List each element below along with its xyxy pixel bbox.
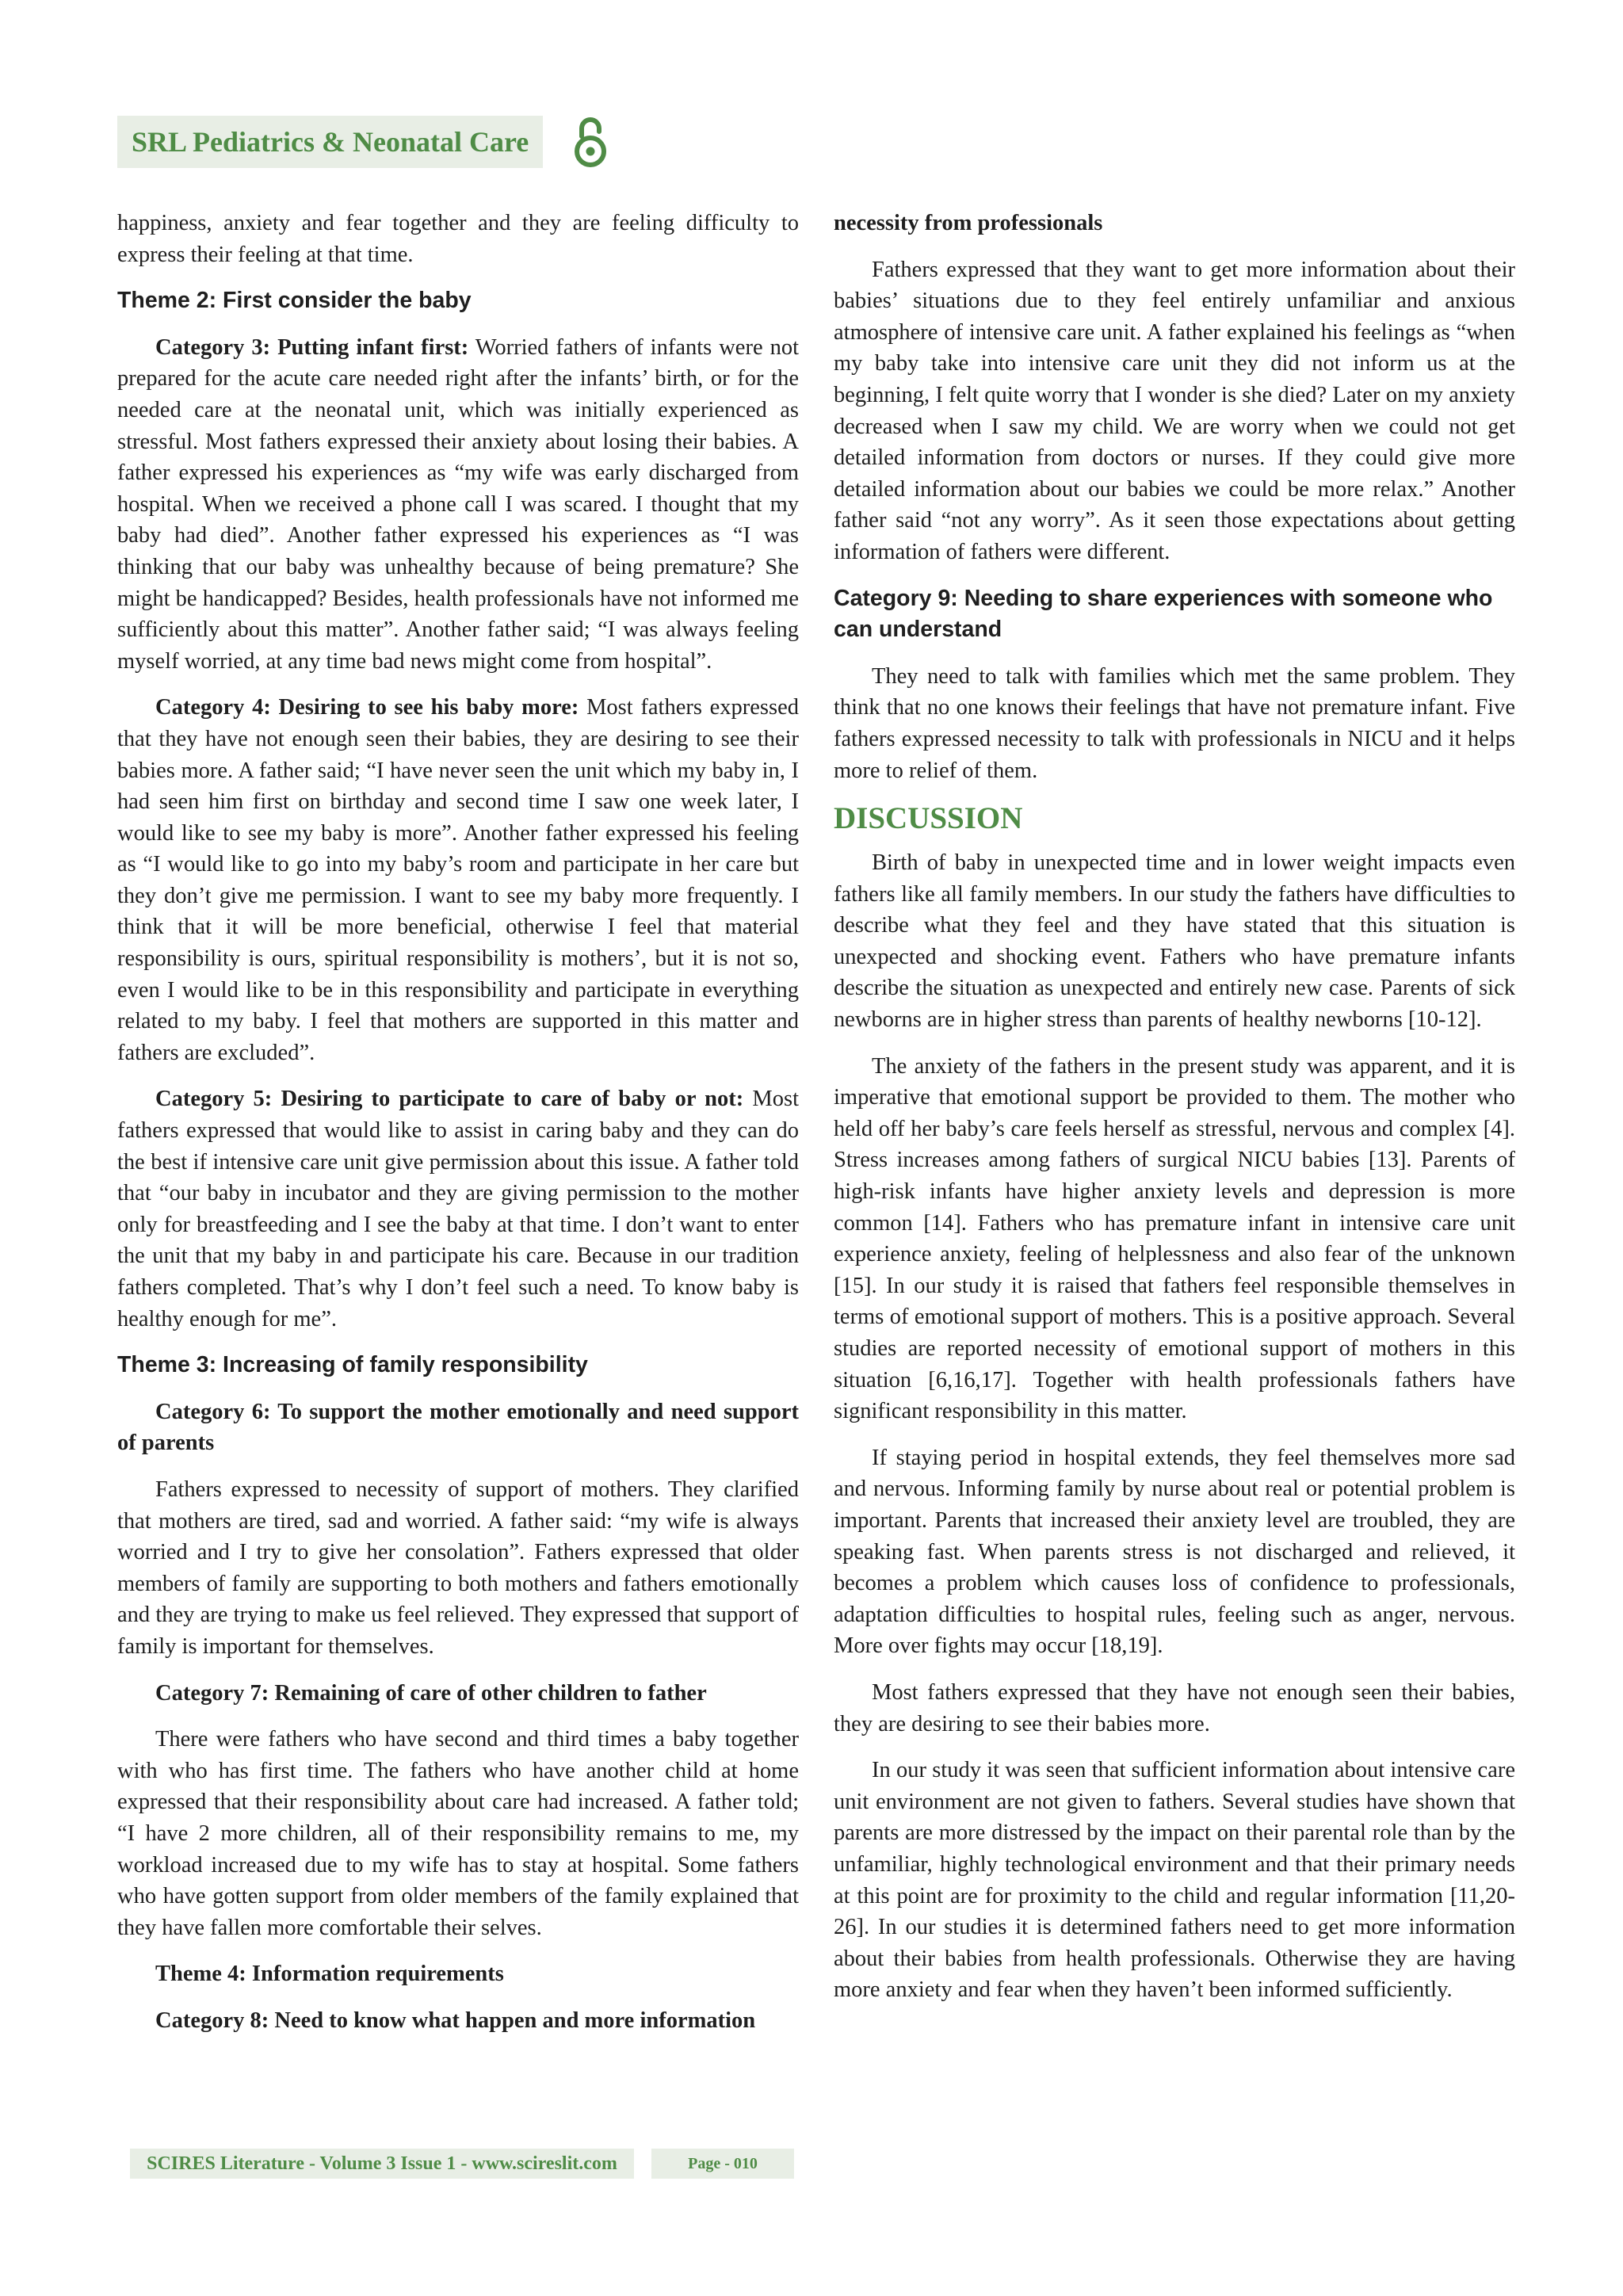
category-6-title: Category 6: To support the mother emotionally and need support of parents — [117, 1399, 799, 1456]
category-7-text: There were fathers who have second and third times a baby together with who has first time. The fathers who have another child at home expressed that their responsibility about care had increased. A father told; “I have 2 more children, all of their responsibility remains to me, my workload increased due to my wife has to stay at hospital. Some fathers who have gotten support from older members of the family explained that they have fallen more comfortable their selves. — [117, 1727, 799, 1940]
category-3-title: Category 3: Putting infant first: — [155, 334, 469, 360]
category-5-paragraph — [117, 1083, 799, 1335]
category-3-text: Worried fathers of infants were not prepared for the acute care needed right after the infants’ birth, or for the needed care at the neonatal unit, which was initially experienced as stressful. Most fathers expressed their anxiety about losing their babies. A father expressed his experiences as “my wife was early discharged from hospital. When we received a phone call I was scared. I thought that my baby had died”. Another father expressed his experiences as “I was thinking that our baby was unhealthy because of being premature? She might be handicapped? Besides, health professionals have not informed me sufficiently about this matter”. Another father said; “I was always feeling myself worried, at any time bad news might come from hospital”. — [117, 334, 799, 674]
footer-journal-info: SCIRES Literature - Volume 3 Issue 1 - www.scireslit.com — [130, 2149, 634, 2179]
category-3-paragraph — [117, 332, 799, 678]
open-access-icon — [572, 116, 609, 170]
footer-page-number: Page - 010 — [651, 2149, 794, 2179]
discussion-paragraph-5: In our study it was seen that sufficient information about intensive care unit environment are not given to fathers. Several studies have shown that parents are more distressed by the impact on their parental role than by the unfamiliar, highly technological environment and that their primary needs at this point are for proximity to the child and regular information [11,20-26]. In our studies it is determined fathers need to get more information about their babies from health professionals. Otherwise they are having more anxiety and fear when they haven’t been informed sufficiently. — [834, 1758, 1515, 2003]
discussion-heading: DISCUSSION — [834, 801, 1023, 836]
theme-3-heading: Theme 3: Increasing of family responsibility — [117, 1352, 588, 1378]
right-column — [834, 208, 1515, 2021]
paragraph: happiness, anxiety and fear together and they are feeling difficulty to express their feeling at that time. — [117, 211, 799, 267]
discussion-paragraph-4: Most fathers expressed that they have not enough seen their babies, they are desiring to see their babies more. — [834, 1679, 1515, 1736]
discussion-paragraph-1: Birth of baby in unexpected time and in lower weight impacts even fathers like all family members. In our study the fathers have difficulties to describe what they feel and they have stated that this situation is unexpected and shocking event. Fathers who have premature infants describe the situation as unexpected and entirely new case. Parents of sick newborns are in higher stress than parents of healthy newborns [10-12]. — [834, 850, 1515, 1033]
category-5-title: Category 5: Desiring to participate to care of baby or not: — [155, 1087, 744, 1112]
category-4-text: Most fathers expressed that they have not enough seen their babies, they are desiring to see their babies more. A father said; “I have never seen the unit which my baby in, I had seen him first on birthday and second time I saw one week later, I would like to see my baby is more”. Another father expressed his feeling as “I would like to go into my baby’s room and participate in her care but they don’t give me permission. I want to see my baby more frequently. I think that it will be more beneficial, otherwise I feel that material responsibility is ours, spiritual responsibility is mothers’, but it is not so, even I would like to be in this responsibility and participate in everything related to my baby. I feel that mothers are supported in this matter and fathers are excluded”. — [117, 695, 800, 1065]
category-9-text: They need to talk with families which met the same problem. They think that no one knows their feelings that have not premature infant. Five fathers expressed necessity to talk with professionals in NICU and it helps more to relief of them. — [834, 663, 1515, 783]
category-4-paragraph — [117, 692, 799, 1068]
journal-title: SRL Pediatrics & Neonatal Care — [132, 126, 529, 158]
category-4-title: Category 4: Desiring to see his baby more: — [155, 695, 579, 720]
category-7-title: Category 7: Remaining of care of other children to father — [155, 1680, 707, 1706]
theme-2-heading: Theme 2: First consider the baby — [117, 288, 472, 314]
journal-header-bar — [117, 116, 543, 168]
category-9-title: Category 9: Needing to share experiences with someone who can understand — [834, 585, 1493, 643]
category-8-text: Fathers expressed that they want to get more information about their babies’ situations due to they feel entirely unfamiliar and anxious atmosphere of intensive care unit. A father explained his feelings as “when my baby take into intensive care unit they did not inform us at the beginning, I felt quite worry that I wonder is she died? Later on my anxiety decreased when I saw my child. We are worry when we could not get detailed information from doctors or nurses. If they could give more detailed information about our babies we could be more relax.” Another father said “not any worry”. As it seen those expectations about getting information of fathers were different. — [834, 257, 1515, 564]
category-5-text: Most fathers expressed that would like to assist in caring baby and they can do the best if intensive care unit give permission about this issue. A father told that “our baby in incubator and they are giving permission to the mother only for breastfeeding and I see the baby at that time. I don’t want to enter the unit that my baby in and participate his care. Because in our tradition fathers completed. That’s why I don’t feel such a need. To know baby is healthy enough for me”. — [117, 1087, 800, 1331]
category-8-title: Category 8: Need to know what happen and more information — [155, 2008, 756, 2033]
discussion-paragraph-3: If staying period in hospital extends, they feel themselves more sad and nervous. Informing family by nurse about real or potential problem is important. Parents that increased their anxiety level are troubled, they are speaking fast. When parents stress is not discharged and relieved, it becomes a problem which causes loss of confidence to professionals, adaptation difficulties to hospital rules, feeling such as anger, nervous. More over fights may occur [18,19]. — [834, 1445, 1515, 1659]
category-6-text: Fathers expressed to necessity of support of mothers. They clarified that mothers are tired, sad and worried. A father said: “my wife is always worried and I try to give her consolation”. Fathers expressed that older members of family are supporting to both mothers and fathers emotionally and they are trying to make us feel relieved. They expressed that support of family is important for themselves. — [117, 1477, 799, 1659]
theme-4-heading: Theme 4: Information requirements — [155, 1962, 504, 1987]
discussion-paragraph-2: The anxiety of the fathers in the present study was apparent, and it is imperative that emotional support be provided to them. The mother who held off her baby’s care feels herself as stressful, nervous and complex [4]. Stress increases among fathers of surgical NICU babies [13]. Parents of high-risk infants have higher anxiety levels and depression is more common [14]. Fathers who has premature infant in intensive care unit experience anxiety, feeling of helplessness and also fear of the unknown [15]. In our study it is raised that fathers feel responsible themselves in terms of emotional support of mothers. This is a positive approach. Several studies are reported necessity of emotional support of mothers in this situation [6,16,17]. Together with health professionals fathers have significant responsibility in this matter. — [834, 1053, 1515, 1424]
left-column — [117, 208, 799, 2051]
category-8-title-continued: necessity from professionals — [834, 211, 1103, 235]
